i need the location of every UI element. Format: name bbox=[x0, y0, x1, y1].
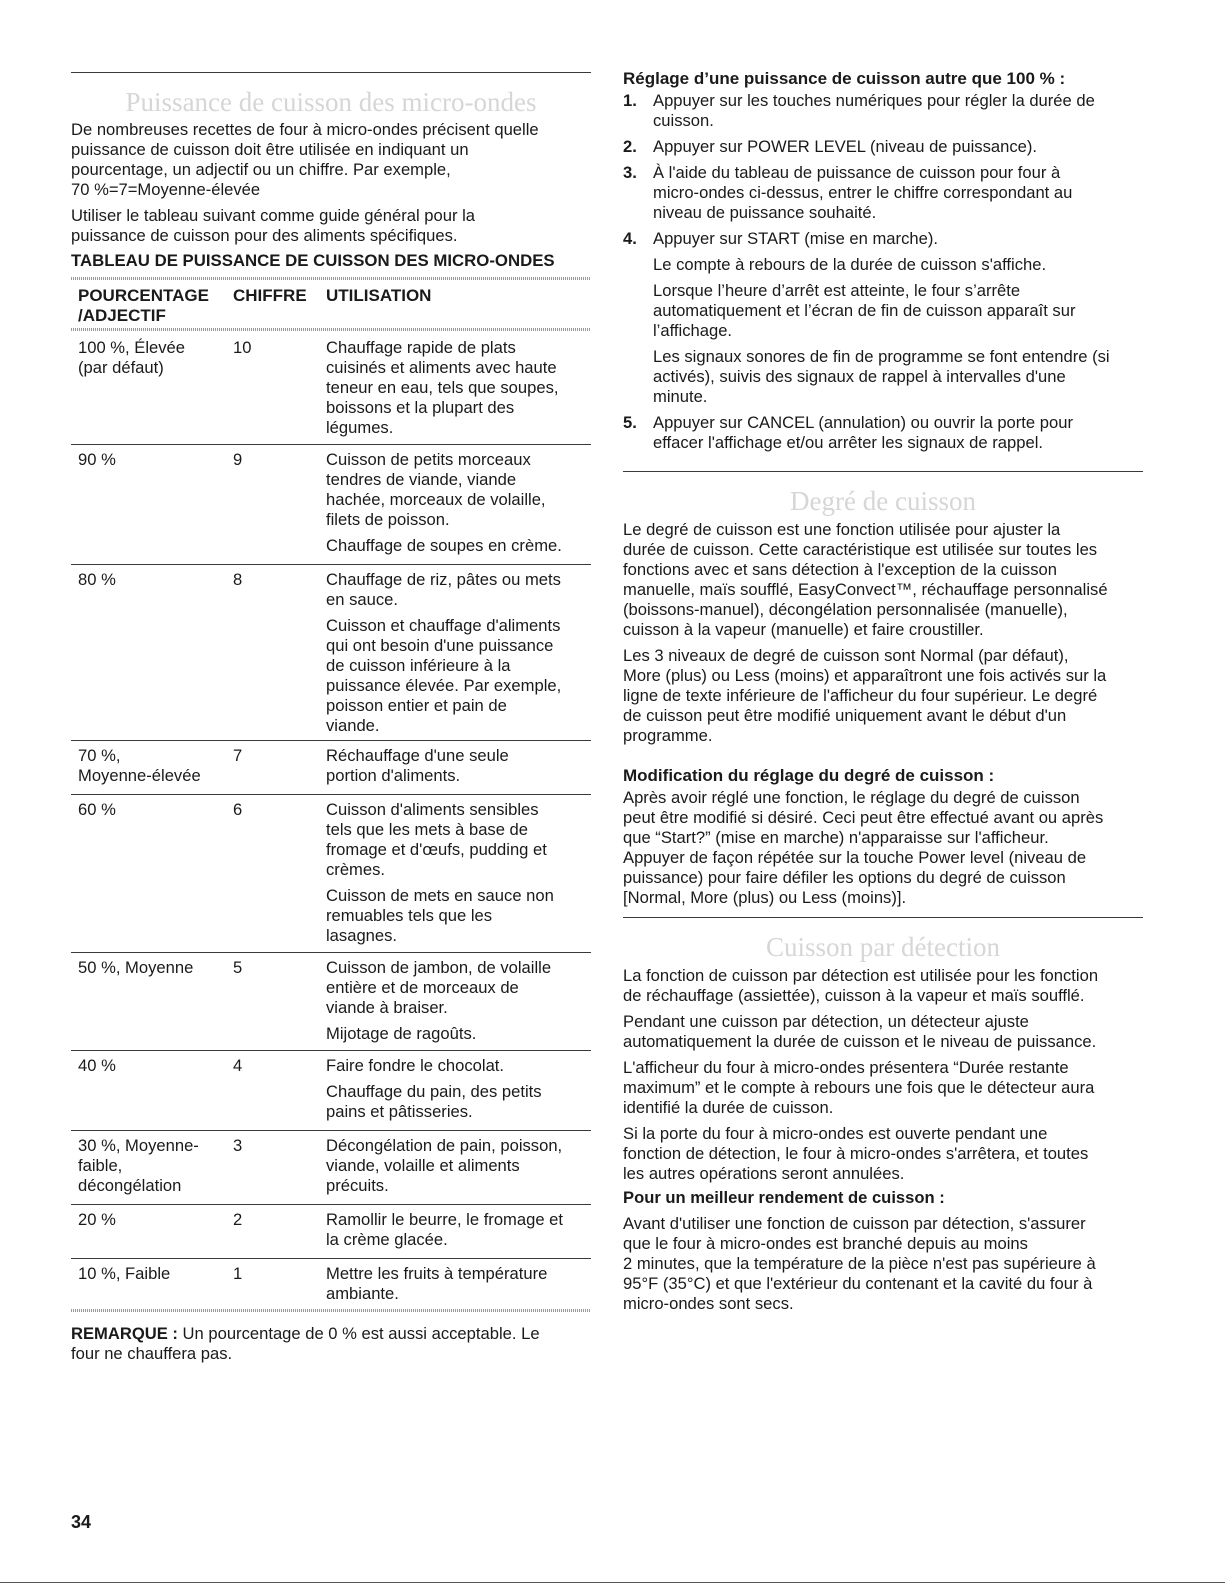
cell-pourcentage bbox=[78, 1056, 228, 1076]
text-line: portion d'aliments. bbox=[326, 766, 461, 785]
text-line: automatiquement et l’écran de fin de cuisson apparaît sur bbox=[653, 301, 1076, 320]
detect-paragraph-1 bbox=[623, 966, 1143, 1006]
text-line: Cuisson de petits morceaux bbox=[326, 450, 531, 469]
step-text bbox=[653, 413, 1143, 453]
cell-pourcentage bbox=[78, 746, 228, 786]
reglage-heading: Réglage d’une puissance de cuisson autre que 100 % : bbox=[623, 69, 1066, 88]
row-divider bbox=[71, 1130, 591, 1131]
text-line: Mijotage de ragoûts. bbox=[326, 1024, 477, 1043]
header-text: /ADJECTIF bbox=[78, 306, 166, 325]
text-line: peut être modifié si désiré. Ceci peut être effectué avant ou après bbox=[623, 808, 1104, 827]
text-line: (par défaut) bbox=[78, 358, 164, 377]
usage-paragraph bbox=[326, 800, 591, 880]
usage-paragraph bbox=[326, 338, 591, 438]
text-line: Chauffage rapide de plats bbox=[326, 338, 516, 357]
section-rule bbox=[623, 917, 1143, 918]
step-item bbox=[623, 137, 1143, 157]
text-line: viande, volaille et aliments bbox=[326, 1156, 520, 1175]
text-line: qui ont besoin d'une puissance bbox=[326, 636, 554, 655]
cell-chiffre: 2 bbox=[233, 1210, 243, 1229]
step-item bbox=[623, 229, 1143, 407]
step-text bbox=[653, 163, 1143, 223]
text-line: Les 3 niveaux de degré de cuisson sont Normal (par défaut), bbox=[623, 646, 1069, 665]
text-line: 20 % bbox=[78, 1210, 116, 1229]
section-rule bbox=[71, 72, 591, 73]
usage-paragraph bbox=[326, 1264, 591, 1304]
step-item bbox=[623, 163, 1143, 223]
text-line: pains et pâtisseries. bbox=[326, 1102, 473, 1121]
text-line: maximum” et le compte à rebours une fois que le détecteur aura bbox=[623, 1078, 1095, 1097]
cell-utilisation bbox=[326, 958, 591, 1050]
text-line: Chauffage de riz, pâtes ou mets bbox=[326, 570, 561, 589]
degre-paragraph-1 bbox=[623, 520, 1143, 640]
cell-chiffre: 1 bbox=[233, 1264, 243, 1283]
cell-utilisation bbox=[326, 570, 591, 742]
text-line: La fonction de cuisson par détection est utilisée pour les fonction bbox=[623, 966, 1099, 985]
text-line: micro-ondes sont secs. bbox=[623, 1294, 794, 1313]
text-line: Si la porte du four à micro-ondes est ouverte pendant une bbox=[623, 1124, 1048, 1143]
text-line: durée de cuisson. Cette caractéristique est utilisée sur toutes les bbox=[623, 540, 1098, 559]
steps-list bbox=[623, 91, 1143, 459]
row-divider bbox=[71, 794, 591, 795]
cell-chiffre: 9 bbox=[233, 450, 243, 469]
text-line: Appuyer sur les touches numériques pour régler la durée de bbox=[653, 91, 1095, 110]
table-bottom-border bbox=[71, 1309, 591, 1312]
text-line: 80 % bbox=[78, 570, 116, 589]
row-divider bbox=[71, 1050, 591, 1051]
text-line: l’affichage. bbox=[653, 321, 733, 340]
text-line: micro-ondes ci-dessus, entrer le chiffre correspondant au bbox=[653, 183, 1073, 202]
text-line: activés), suivis des signaux de rappel à intervalles d'une bbox=[653, 367, 1066, 386]
text-line: Le degré de cuisson est une fonction utilisée pour ajuster la bbox=[623, 520, 1061, 539]
text-line: remuables tels que les bbox=[326, 906, 493, 925]
step-text bbox=[653, 229, 1143, 249]
text-line: Cuisson de mets en sauce non bbox=[326, 886, 554, 905]
modif-paragraph bbox=[623, 788, 1143, 908]
text-line: Décongélation de pain, poisson, bbox=[326, 1136, 563, 1155]
text-line: Chauffage de soupes en crème. bbox=[326, 536, 562, 555]
text-line: 30 %, Moyenne- bbox=[78, 1136, 199, 1155]
text-line: 90 % bbox=[78, 450, 116, 469]
text-line: cuisson. bbox=[653, 111, 714, 130]
row-divider bbox=[71, 740, 591, 741]
text-line: programme. bbox=[623, 726, 713, 745]
header-text: POURCENTAGE bbox=[78, 286, 209, 305]
text-line: puissance) pour faire défiler les options du degré de cuisson bbox=[623, 868, 1066, 887]
usage-paragraph bbox=[326, 958, 591, 1018]
text-line: de réchauffage (assiettée), cuisson à la vapeur et maïs soufflé. bbox=[623, 986, 1085, 1005]
text-line: 100 %, Élevée bbox=[78, 338, 186, 357]
text-line: tels que les mets à base de bbox=[326, 820, 529, 839]
section-title-degre: Degré de cuisson bbox=[790, 486, 976, 516]
detect-paragraph-3 bbox=[623, 1058, 1143, 1118]
cell-chiffre: 8 bbox=[233, 570, 243, 589]
usage-paragraph bbox=[326, 1056, 591, 1076]
text-line: en sauce. bbox=[326, 590, 398, 609]
cell-chiffre: 10 bbox=[233, 338, 252, 357]
text-line: boissons et la plupart des bbox=[326, 398, 515, 417]
text-line: décongélation bbox=[78, 1176, 182, 1195]
text-line: Cuisson et chauffage d'aliments bbox=[326, 616, 561, 635]
text-line: Appuyer sur POWER LEVEL (niveau de puissance). bbox=[653, 137, 1037, 156]
usage-paragraph bbox=[326, 570, 591, 610]
text-line: cuisson à la vapeur (manuelle) et faire croustiller. bbox=[623, 620, 984, 639]
text-line: poisson entier et pain de bbox=[326, 696, 507, 715]
text-line: légumes. bbox=[326, 418, 394, 437]
cell-pourcentage bbox=[78, 570, 228, 590]
step-text bbox=[653, 255, 1143, 275]
text-line: Après avoir réglé une fonction, le réglage du degré de cuisson bbox=[623, 788, 1080, 807]
text-line: Cuisson de jambon, de volaille bbox=[326, 958, 552, 977]
cell-chiffre: 6 bbox=[233, 800, 243, 819]
cell-utilisation bbox=[326, 746, 591, 792]
cell-utilisation bbox=[326, 338, 591, 444]
cell-chiffre: 4 bbox=[233, 1056, 243, 1075]
usage-paragraph bbox=[326, 536, 591, 556]
remark-text: four ne chauffera pas. bbox=[71, 1344, 233, 1363]
text-line: que “Start?” (mise en marche) n'apparaisse sur l'afficheur. bbox=[623, 828, 1049, 847]
text-line: ligne de texte inférieure de l'afficheur du four supérieur. Le degré bbox=[623, 686, 1098, 705]
cell-utilisation bbox=[326, 1210, 591, 1256]
rendement-paragraph bbox=[623, 1214, 1143, 1314]
step-item bbox=[623, 413, 1143, 453]
text-line: minute. bbox=[653, 387, 708, 406]
text-line: de cuisson peut être modifié uniquement avant le début d'un bbox=[623, 706, 1067, 725]
text-line: fromage et d'œufs, pudding et bbox=[326, 840, 547, 859]
text-line: 70 %=7=Moyenne-élevée bbox=[71, 180, 261, 199]
text-line: puissance de cuisson pour des aliments spécifiques. bbox=[71, 226, 458, 245]
cell-utilisation bbox=[326, 1264, 591, 1310]
text-line: puissance de cuisson doit être utilisée en indiquant un bbox=[71, 140, 469, 159]
intro-paragraph bbox=[71, 120, 591, 206]
usage-paragraph bbox=[326, 1210, 591, 1250]
text-line: Chauffage du pain, des petits bbox=[326, 1082, 542, 1101]
cell-chiffre: 5 bbox=[233, 958, 243, 977]
text-line: fonctions avec et sans détection à l'exception de la cuisson bbox=[623, 560, 1057, 579]
text-line: cuisinés et aliments avec haute bbox=[326, 358, 557, 377]
cell-chiffre: 3 bbox=[233, 1136, 243, 1155]
header-chiffre: CHIFFRE bbox=[233, 286, 307, 305]
step-number: 3. bbox=[623, 163, 637, 182]
section-rule bbox=[623, 471, 1143, 472]
detect-paragraph-2 bbox=[623, 1012, 1143, 1052]
usage-paragraph bbox=[326, 886, 591, 946]
text-line: viande. bbox=[326, 716, 380, 735]
usage-paragraph bbox=[326, 1082, 591, 1122]
row-divider bbox=[71, 444, 591, 445]
text-line: Moyenne-élevée bbox=[78, 766, 201, 785]
text-line: Lorsque l’heure d’arrêt est atteinte, le four s’arrête bbox=[653, 281, 1021, 300]
row-divider bbox=[71, 564, 591, 565]
text-line: Appuyer de façon répétée sur la touche Power level (niveau de bbox=[623, 848, 1087, 867]
text-line: 2 minutes, que la température de la pièce n'est pas supérieure à bbox=[623, 1254, 1096, 1273]
cell-utilisation bbox=[326, 450, 591, 562]
step-number: 1. bbox=[623, 91, 637, 110]
page-number: 34 bbox=[71, 1512, 92, 1532]
text-line: fonction de détection, le four à micro-ondes s'arrêtera, et toutes bbox=[623, 1144, 1089, 1163]
section-title-detection: Cuisson par détection bbox=[766, 932, 1000, 962]
text-line: de cuisson inférieure à la bbox=[326, 656, 511, 675]
text-line: teneur en eau, tels que soupes, bbox=[326, 378, 559, 397]
cell-pourcentage bbox=[78, 1210, 228, 1230]
text-line: L'afficheur du four à micro-ondes présentera “Durée restante bbox=[623, 1058, 1069, 1077]
text-line: manuelle, maïs soufflé, EasyConvect™, réchauffage personnalisé bbox=[623, 580, 1108, 599]
text-line: précuits. bbox=[326, 1176, 389, 1195]
text-line: puissance élevée. Par exemple, bbox=[326, 676, 562, 695]
text-line: 95°F (35°C) et que l'extérieur du contenant et la cavité du four à bbox=[623, 1274, 1093, 1293]
cell-utilisation bbox=[326, 1056, 591, 1128]
text-line: Appuyer sur CANCEL (annulation) ou ouvrir la porte pour bbox=[653, 413, 1073, 432]
text-line: Cuisson d'aliments sensibles bbox=[326, 800, 539, 819]
text-line: 60 % bbox=[78, 800, 116, 819]
step-number: 2. bbox=[623, 137, 637, 156]
text-line: les autres opérations seront annulées. bbox=[623, 1164, 905, 1183]
step-number: 5. bbox=[623, 413, 637, 432]
text-line: filets de poisson. bbox=[326, 510, 450, 529]
table-top-border bbox=[71, 277, 591, 280]
usage-paragraph bbox=[326, 746, 591, 786]
remark-text: Un pourcentage de 0 % est aussi acceptable. Le bbox=[177, 1324, 540, 1343]
text-line: 40 % bbox=[78, 1056, 116, 1075]
text-line: De nombreuses recettes de four à micro-ondes précisent quelle bbox=[71, 120, 539, 139]
text-line: Avant d'utiliser une fonction de cuisson par détection, s'assurer bbox=[623, 1214, 1086, 1233]
header-utilisation: UTILISATION bbox=[326, 286, 432, 305]
remark-label: REMARQUE : bbox=[71, 1324, 178, 1343]
step-item bbox=[623, 91, 1143, 131]
text-line: tendres de viande, viande bbox=[326, 470, 517, 489]
text-line: identifié la durée de cuisson. bbox=[623, 1098, 834, 1117]
row-divider bbox=[71, 1258, 591, 1259]
text-line: Mettre les fruits à température bbox=[326, 1264, 548, 1283]
guide-paragraph bbox=[71, 206, 591, 246]
cell-chiffre: 7 bbox=[233, 746, 243, 765]
row-divider bbox=[71, 1204, 591, 1205]
table-title: TABLEAU DE PUISSANCE DE CUISSON DES MICRO-ONDES bbox=[71, 251, 555, 270]
usage-paragraph bbox=[326, 1024, 591, 1044]
text-line: Appuyer sur START (mise en marche). bbox=[653, 229, 938, 248]
cell-utilisation bbox=[326, 800, 591, 952]
text-line: More (plus) ou Less (moins) et apparaîtront une fois activés sur la bbox=[623, 666, 1107, 685]
text-line: que le four à micro-ondes est branché depuis au moins bbox=[623, 1234, 1028, 1253]
text-line: pourcentage, un adjectif ou un chiffre. Par exemple, bbox=[71, 160, 451, 179]
text-line: Faire fondre le chocolat. bbox=[326, 1056, 505, 1075]
text-line: viande à braiser. bbox=[326, 998, 448, 1017]
text-line: lasagnes. bbox=[326, 926, 398, 945]
header-bottom-border bbox=[71, 328, 591, 331]
cell-pourcentage bbox=[78, 958, 228, 978]
usage-paragraph bbox=[326, 1136, 591, 1196]
text-line: Le compte à rebours de la durée de cuisson s'affiche. bbox=[653, 255, 1047, 274]
remark-paragraph bbox=[71, 1324, 591, 1364]
cell-pourcentage bbox=[78, 1136, 228, 1196]
page-bottom-edge bbox=[0, 1582, 1225, 1583]
header-pourcentage bbox=[78, 286, 209, 326]
text-line: crèmes. bbox=[326, 860, 386, 879]
degre-paragraph-2 bbox=[623, 646, 1143, 746]
modif-heading: Modification du réglage du degré de cuisson : bbox=[623, 766, 995, 785]
usage-paragraph bbox=[326, 616, 591, 736]
text-line: [Normal, More (plus) ou Less (moins)]. bbox=[623, 888, 907, 907]
text-line: effacer l'affichage et/ou arrêter les signaux de rappel. bbox=[653, 433, 1043, 452]
detect-paragraph-4 bbox=[623, 1124, 1143, 1184]
text-line: 70 %, bbox=[78, 746, 121, 765]
text-line: hachée, morceaux de volaille, bbox=[326, 490, 546, 509]
rendement-heading: Pour un meilleur rendement de cuisson : bbox=[623, 1188, 945, 1207]
cell-utilisation bbox=[326, 1136, 591, 1202]
cell-pourcentage bbox=[78, 338, 228, 378]
step-text bbox=[653, 281, 1143, 341]
text-line: ambiante. bbox=[326, 1284, 399, 1303]
section-title-puissance: Puissance de cuisson des micro-ondes bbox=[125, 87, 537, 117]
text-line: Les signaux sonores de fin de programme se font entendre (si bbox=[653, 347, 1110, 366]
cell-pourcentage bbox=[78, 1264, 228, 1284]
cell-pourcentage bbox=[78, 800, 228, 820]
text-line: automatiquement la durée de cuisson et le niveau de puissance. bbox=[623, 1032, 1097, 1051]
cell-pourcentage bbox=[78, 450, 228, 470]
step-text bbox=[653, 347, 1143, 407]
usage-paragraph bbox=[326, 450, 591, 530]
text-line: Réchauffage d'une seule bbox=[326, 746, 509, 765]
text-line: 10 %, Faible bbox=[78, 1264, 171, 1283]
step-text bbox=[653, 137, 1143, 157]
text-line: la crème glacée. bbox=[326, 1230, 448, 1249]
text-line: 50 %, Moyenne bbox=[78, 958, 194, 977]
text-line: Utiliser le tableau suivant comme guide général pour la bbox=[71, 206, 476, 225]
text-line: Pendant une cuisson par détection, un détecteur ajuste bbox=[623, 1012, 1029, 1031]
text-line: entière et de morceaux de bbox=[326, 978, 519, 997]
text-line: (boissons-manuel), décongélation personnalisée (manuelle), bbox=[623, 600, 1068, 619]
text-line: faible, bbox=[78, 1156, 123, 1175]
text-line: Ramollir le beurre, le fromage et bbox=[326, 1210, 564, 1229]
step-number: 4. bbox=[623, 229, 637, 248]
text-line: À l'aide du tableau de puissance de cuisson pour four à bbox=[653, 163, 1061, 182]
step-text bbox=[653, 91, 1143, 131]
row-divider bbox=[71, 952, 591, 953]
text-line: niveau de puissance souhaité. bbox=[653, 203, 877, 222]
